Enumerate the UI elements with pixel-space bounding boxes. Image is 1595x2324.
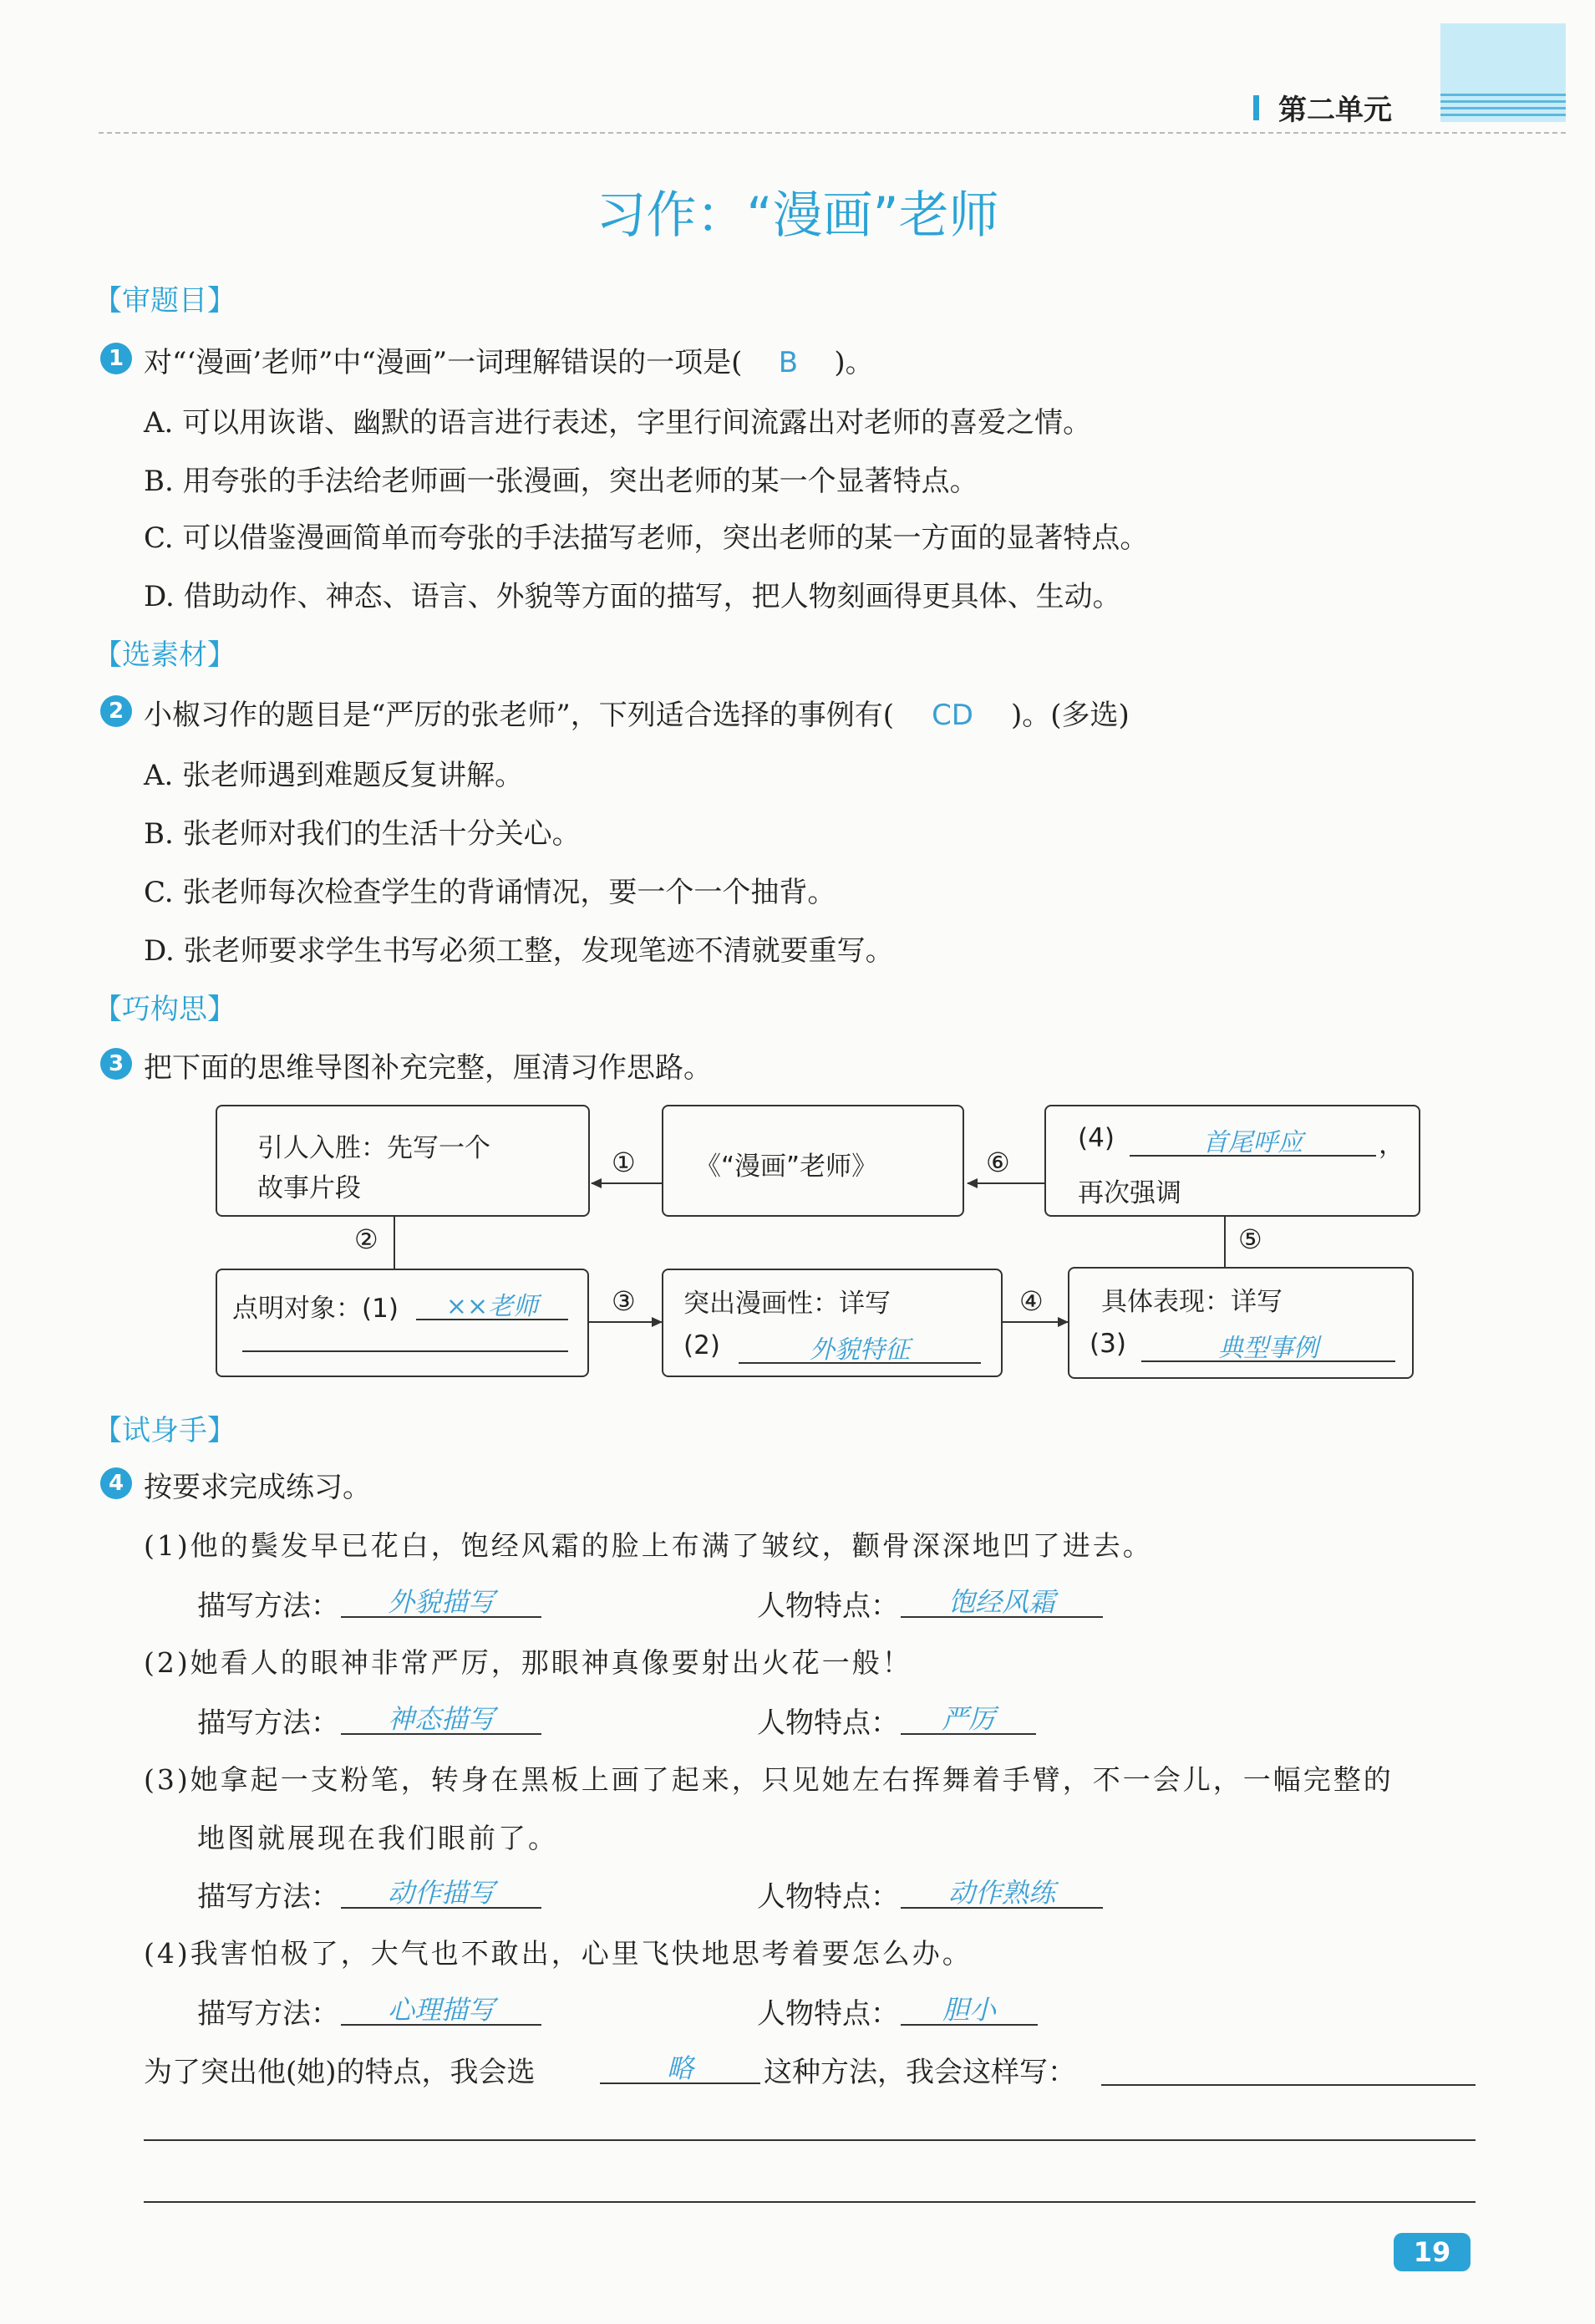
question-3-stem: 把下面的思维导图补充完整，厘清习作思路。 [144,1051,712,1085]
question-2-answer: CD [932,699,973,732]
section-heading-practice: 【试身手】 [94,1414,236,1447]
box-feature-line1: 突出漫画性：详写 [683,1289,891,1319]
practice-sentence-2: (2)她看人的眼神非常严厉，那眼神真像要射出火花一般！ [144,1646,912,1679]
trait-answer-3: 动作熟练 [901,1872,1103,1909]
trait-label-1: 人物特点： [757,1589,899,1623]
practice-sentence-3: (3)她拿起一支粉笔，转身在黑板上画了起来，只见她左右挥舞着手臂，不一会儿，一幅完整的 [144,1763,1394,1796]
question-number-2: 2 [100,695,132,727]
question-number-4: 4 [100,1467,132,1499]
trait-answer-4: 胆小 [901,1989,1038,2026]
writing-line-1 [1101,2084,1476,2086]
method-answer-4: 心理描写 [341,1989,541,2026]
trait-label-2: 人物特点： [757,1706,899,1740]
practice-sentence-1: (1)他的鬓发早已花白，饱经风霜的脸上布满了皱纹，颧骨深深地凹了进去。 [144,1529,1153,1562]
final-prompt-post: 这种方法，我会这样写： [764,2056,1076,2089]
method-answer-2: 神态描写 [341,1698,541,1735]
box-intro-line2: 故事片段 [257,1173,361,1203]
page-title: 习作：“漫画”老师 [596,186,999,245]
mindmap-box-feature [662,1269,1003,1377]
page-number: 19 [1394,2233,1471,2271]
unit-label: 第二单元 [1278,94,1392,127]
question-1-option-a: A. 可以用诙谐、幽默的语言进行表述，字里行间流露出对老师的喜爱之情。 [144,406,1092,440]
practice-sentence-4: (4)我害怕极了，大气也不敢出，心里飞快地思考着要怎么办。 [144,1937,973,1970]
box-echo-comma: ， [1379,1130,1405,1160]
question-2-option-a: A. 张老师遇到难题反复讲解。 [144,759,524,792]
box-detail-line1: 具体表现：详写 [1101,1287,1283,1317]
box-detail-prefix: (3) [1090,1329,1126,1359]
question-1-answer: B [778,346,799,379]
method-answer-3: 动作描写 [341,1872,541,1909]
section-heading-review: 【审题目】 [94,284,236,318]
connector-label-2: ② [354,1223,378,1255]
method-label-2: 描写方法： [197,1706,339,1740]
method-label-4: 描写方法： [197,1997,339,2031]
connector-label-6: ⑥ [986,1147,1010,1178]
connector-label-3: ③ [612,1285,636,1317]
question-2-option-b: B. 张老师对我们的生活十分关心。 [144,817,581,851]
trait-answer-2: 严厉 [901,1698,1036,1735]
section-heading-structure: 【巧构思】 [94,993,236,1026]
box-echo-prefix: (4) [1078,1123,1115,1153]
question-number-1: 1 [100,343,132,374]
box-echo-answer: 首尾呼应 [1130,1121,1376,1157]
question-1-option-c: C. 可以借鉴漫画简单而夸张的手法描写老师，突出老师的某一方面的显著特点。 [144,521,1149,555]
final-prompt-pre: 为了突出他(她)的特点，我会选 [144,2056,536,2089]
box-center-title: 《“漫画”老师》 [695,1152,878,1182]
box-object-blank-line [242,1350,568,1352]
method-label-3: 描写方法： [197,1880,339,1914]
final-prompt-answer: 略 [600,2047,760,2084]
mindmap-box-detail [1068,1267,1414,1379]
box-intro-line1: 引人入胜：先写一个 [257,1133,490,1163]
question-2-stem: 小椒习作的题目是“严厉的张老师”，下列适合选择的事例有( CD )。(多选) [144,699,1130,732]
method-label-1: 描写方法： [197,1589,339,1623]
question-number-3: 3 [100,1048,132,1080]
question-1-stem: 对“‘漫画’老师”中“漫画”一词理解错误的一项是( B )。 [144,346,874,379]
box-echo-line2: 再次强调 [1078,1178,1181,1208]
mindmap-box-echo [1044,1105,1420,1217]
question-1-option-b: B. 用夸张的手法给老师画一张漫画，突出老师的某一个显著特点。 [144,465,978,498]
trait-label-4: 人物特点： [757,1997,899,2031]
question-2-option-c: C. 张老师每次检查学生的背诵情况，要一个一个抽背。 [144,876,836,909]
box-feature-prefix: (2) [683,1330,720,1360]
trait-label-3: 人物特点： [757,1880,899,1914]
question-4-stem: 按要求完成练习。 [144,1471,371,1504]
mindmap-box-intro [216,1105,590,1217]
connector-label-4: ④ [1019,1285,1044,1317]
section-heading-material: 【选素材】 [94,638,236,672]
question-2-option-d: D. 张老师要求学生书写必须工整，发现笔迹不清就要重写。 [144,934,894,968]
trait-answer-1: 饱经风霜 [901,1581,1103,1618]
box-detail-answer: 典型事例 [1141,1327,1395,1362]
mindmap-box-center [662,1105,964,1217]
writing-line-3 [144,2201,1476,2203]
question-1-option-d: D. 借助动作、神态、语言、外貌等方面的描写，把人物刻画得更具体、生动。 [144,580,1121,613]
connector-label-5: ⑤ [1238,1223,1262,1255]
box-feature-answer: 外貌特征 [739,1329,981,1364]
method-answer-1: 外貌描写 [341,1581,541,1618]
writing-line-2 [144,2139,1476,2141]
box-object-prefix: 点明对象：(1) [232,1294,399,1324]
mindmap-box-object [216,1269,589,1377]
practice-sentence-3-cont: 地图就展现在我们眼前了。 [197,1822,558,1854]
connector-label-1: ① [612,1147,636,1178]
box-object-answer: ××老师 [416,1285,568,1320]
